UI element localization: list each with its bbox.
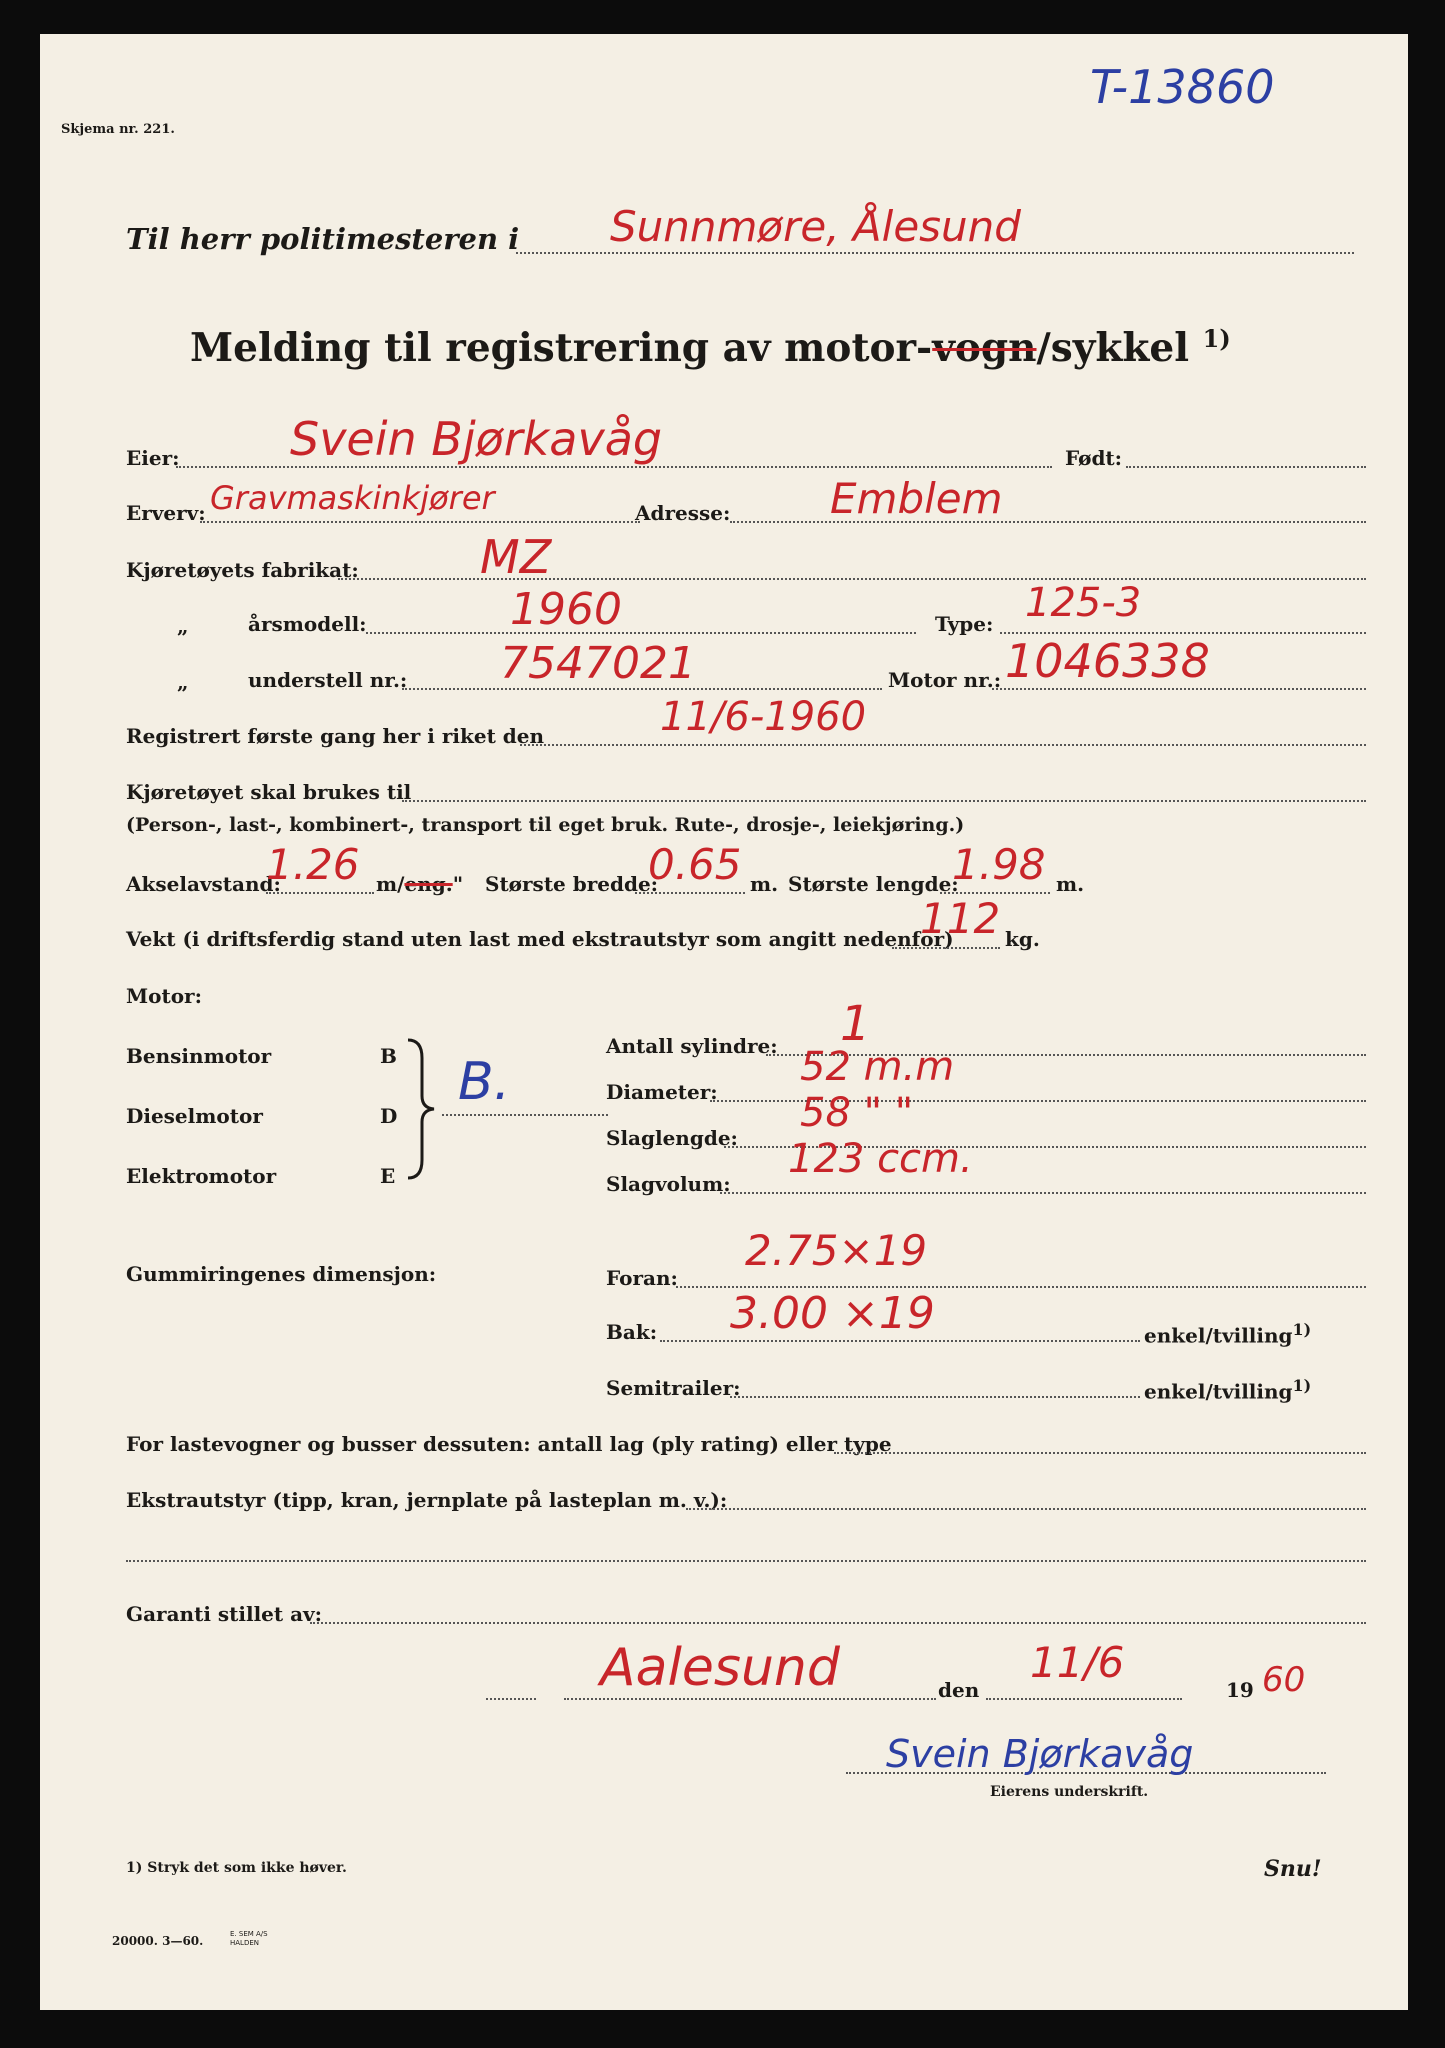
engine-no-value: 1046338	[1005, 634, 1210, 688]
weight-line	[892, 947, 1000, 949]
printer-line-1: E. SEM A/S	[230, 1930, 268, 1938]
usage-label: Kjøretøyet skal brukes til	[126, 780, 412, 804]
date-value: 11/6	[1030, 1638, 1125, 1687]
weight-label: Vekt (i driftsferdig stand uten last med ekstrautstyr som angitt nedenfor)	[126, 927, 954, 951]
semitrailer-single-twin-note: 1)	[1292, 1376, 1312, 1395]
motor-code-e: E	[380, 1164, 396, 1188]
motor-type-elektro: Elektromotor	[126, 1164, 277, 1188]
wheelbase-value: 1.26	[266, 840, 360, 889]
cylinders-label: Antall sylindre:	[606, 1034, 778, 1058]
diameter-label: Diameter:	[606, 1080, 718, 1104]
owner-line	[176, 466, 1052, 468]
engine-no-line	[992, 688, 1366, 690]
addressee-line	[516, 252, 1354, 254]
date-line	[986, 1698, 1182, 1700]
first-reg-line	[520, 744, 1366, 746]
guarantee-line	[310, 1622, 1366, 1624]
address-label: Adresse:	[635, 501, 731, 525]
chassis-label: understell nr.:	[248, 668, 408, 692]
printer-line-2: HALDEN	[230, 1939, 260, 1947]
equipment-label: Ekstrautstyr (tipp, kran, jernplate på lasteplan m. v.):	[126, 1488, 728, 1512]
motor-selected: B.	[458, 1052, 511, 1112]
motor-section-label: Motor:	[126, 984, 202, 1008]
type-label: Type:	[935, 612, 994, 636]
width-label: Største bredde:	[485, 872, 659, 896]
occupation-line	[200, 521, 640, 523]
motor-selected-line	[442, 1114, 608, 1116]
ply-label: For lastevogner og busser dessuten: antall lag (ply rating) eller type	[126, 1432, 892, 1456]
motor-type-bensin: Bensinmotor	[126, 1044, 272, 1068]
title-post: /sykkel	[1036, 325, 1190, 371]
equipment-line-2	[126, 1560, 1366, 1562]
turn-over: Snu!	[1264, 1856, 1322, 1882]
ply-line	[834, 1452, 1366, 1454]
semitrailer-single-twin-text: enkel/tvilling	[1144, 1379, 1293, 1404]
year-prefix: 19	[1226, 1678, 1254, 1702]
rear-tire-label: Bak:	[606, 1320, 658, 1344]
place-line	[564, 1698, 936, 1700]
equipment-line	[686, 1508, 1366, 1510]
ditto-mark-2: „	[177, 670, 189, 694]
engine-no-label: Motor nr.:	[888, 668, 1002, 692]
rear-tire-value: 3.00 ×19	[730, 1288, 935, 1339]
chassis-value: 7547021	[500, 638, 696, 689]
type-value: 125-3	[1025, 580, 1142, 626]
model-year-value: 1960	[510, 584, 622, 635]
born-line	[1126, 466, 1366, 468]
form-number: Skjema nr. 221.	[61, 122, 175, 137]
semitrailer-line	[730, 1396, 1140, 1398]
width-value: 0.65	[648, 840, 742, 889]
wheelbase-label: Akselavstand:	[126, 872, 281, 896]
year-value: 60	[1262, 1660, 1306, 1700]
weight-unit: kg.	[1005, 927, 1040, 951]
model-year-line	[366, 632, 916, 634]
occupation-value: Gravmaskinkjører	[210, 479, 495, 517]
first-reg-value: 11/6-1960	[660, 694, 867, 740]
printer-info	[230, 1930, 268, 1948]
tires-label: Gummiringenes dimensjon:	[126, 1262, 437, 1286]
usage-hint: (Person-, last-, kombinert-, transport til eget bruk. Rute-, drosje-, leiekjøring.)	[126, 814, 965, 836]
rear-single-twin-note: 1)	[1292, 1320, 1312, 1339]
first-reg-label: Registrert første gang her i riket den	[126, 724, 545, 748]
form-title	[190, 324, 1231, 371]
owner-value: Svein Bjørkavåg	[290, 412, 663, 466]
diameter-value: 52 m.m	[800, 1044, 955, 1090]
reference-number: T-13860	[1090, 60, 1275, 114]
wheelbase-line	[266, 892, 374, 894]
model-year-label: årsmodell:	[248, 612, 367, 636]
born-label: Født:	[1065, 446, 1123, 470]
motor-brace	[404, 1034, 438, 1184]
motor-type-diesel: Dieselmotor	[126, 1104, 263, 1128]
wheelbase-unit-b: "	[452, 872, 464, 896]
stroke-label: Slaglengde:	[606, 1126, 738, 1150]
wheelbase-unit-a: m/	[376, 872, 405, 896]
motor-code-b: B	[380, 1044, 397, 1068]
registration-form	[40, 34, 1408, 2010]
ditto-mark-1: „	[177, 614, 189, 638]
stroke-value: 58 " "	[800, 1090, 914, 1136]
occupation-label: Erverv:	[126, 501, 206, 525]
weight-value: 112	[920, 894, 1001, 943]
front-tire-label: Foran:	[606, 1266, 678, 1290]
address-line	[730, 521, 1366, 523]
length-label: Største lengde:	[788, 872, 959, 896]
signature-label: Eierens underskrift.	[990, 1784, 1149, 1800]
make-label: Kjøretøyets fabrikat:	[126, 558, 359, 582]
displacement-label: Slagvolum:	[606, 1172, 731, 1196]
rear-single-twin	[1144, 1320, 1311, 1348]
addressee-label: Til herr politimesteren i	[126, 222, 520, 256]
semitrailer-single-twin	[1144, 1376, 1311, 1404]
displacement-value: 123 ccm.	[788, 1136, 973, 1182]
owner-signature: Svein Bjørkavåg	[886, 1732, 1194, 1776]
length-unit: m.	[1056, 872, 1085, 896]
displacement-line	[720, 1192, 1366, 1194]
length-value: 1.98	[952, 840, 1046, 889]
front-tire-value: 2.75×19	[745, 1226, 928, 1275]
place-value: Aalesund	[600, 1638, 840, 1698]
guarantee-label: Garanti stillet av:	[126, 1602, 323, 1626]
date-label: den	[938, 1678, 980, 1702]
wheelbase-unit	[376, 872, 463, 896]
width-line	[635, 892, 745, 894]
motor-code-d: D	[380, 1104, 398, 1128]
semitrailer-label: Semitrailer:	[606, 1376, 741, 1400]
wheelbase-unit-struck: eng.	[404, 872, 453, 896]
place-line-short	[486, 1698, 536, 1700]
print-info: 20000. 3—60.	[112, 1934, 204, 1948]
title-pre: Melding til registrering av motor-	[190, 325, 933, 371]
addressee-value: Sunnmøre, Ålesund	[610, 202, 1021, 251]
title-struck: vogn	[932, 325, 1037, 371]
width-unit: m.	[750, 872, 779, 896]
rear-tire-line	[660, 1340, 1140, 1342]
make-value: MZ	[480, 530, 552, 584]
footnote: 1) Stryk det som ikke høver.	[126, 1860, 347, 1876]
cylinders-value: 1	[840, 996, 871, 1052]
address-value: Emblem	[830, 474, 1003, 523]
title-note: 1)	[1202, 324, 1231, 353]
rear-single-twin-text: enkel/tvilling	[1144, 1323, 1293, 1348]
owner-label: Eier:	[126, 446, 180, 470]
usage-line	[402, 800, 1366, 802]
